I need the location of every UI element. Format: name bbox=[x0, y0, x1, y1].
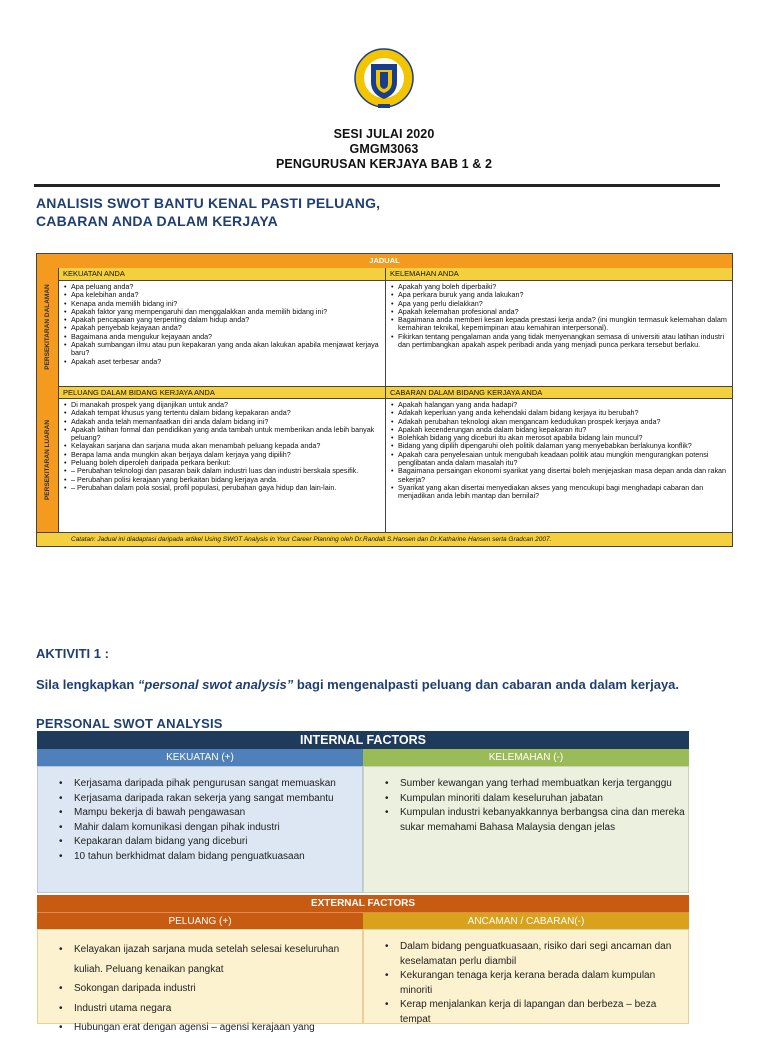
subject-title: PENGURUSAN KERJAYA BAB 1 & 2 bbox=[275, 157, 493, 171]
kekuatan-label: KEKUATAN ANDA bbox=[59, 268, 385, 281]
list-item: • Apakah kecenderungan anda dalam bidang kepakaran itu? bbox=[398, 426, 728, 434]
ancaman-header: ANCAMAN / CABARAN(-) bbox=[363, 912, 689, 929]
list-item: • Mahir dalam komunikasi dengan pihak industri bbox=[74, 821, 362, 836]
list-item: • Kerjasama daripada rakan sekerja yang sangat membantu bbox=[74, 792, 362, 807]
kekuatan-cell bbox=[59, 281, 385, 386]
list-item: • Peluang boleh diperoleh daripada perkara berikut: bbox=[71, 459, 381, 467]
peluang-header: PELUANG (+) bbox=[37, 912, 363, 929]
peluang-cell bbox=[59, 399, 385, 533]
article-title-line1: ANALISIS SWOT BANTU KENAL PASTI PELUANG, bbox=[36, 195, 381, 211]
list-item: • Hubungan erat dengan agensi – agensi kerajaan yang bbox=[74, 1018, 362, 1038]
session-label: SESI JULAI 2020 bbox=[333, 127, 435, 141]
list-item: • Bagaimana anda mengukur kejayaan anda? bbox=[71, 333, 381, 341]
list-item: • Apakah aset terbesar anda? bbox=[71, 358, 381, 366]
personal-swot-heading: PERSONAL SWOT ANALYSIS bbox=[36, 716, 223, 731]
list-item: • Apakah halangan yang anda hadapi? bbox=[398, 401, 728, 409]
external-factors-header: EXTERNAL FACTORS bbox=[37, 895, 689, 912]
list-item: • Bagaimana persaingan ekonomi syarikat yang disertai boleh menjejaskan masa depan anda dan rakan sekerja? bbox=[398, 467, 728, 484]
list-item: • Kelayakan sarjana dan sarjana muda akan menambah peluang kepada anda? bbox=[71, 442, 381, 450]
internal-factors-header: INTERNAL FACTORS bbox=[37, 731, 689, 749]
list-item: • Apakah latihan formal dan pendidikan yang anda tambah untuk memberikan anda lebih banyak peluang? bbox=[71, 426, 381, 443]
kekuatan-header: KEKUATAN (+) bbox=[37, 749, 363, 766]
cabaran-label: CABARAN DALAM BIDANG KERJAYA ANDA bbox=[386, 386, 732, 399]
list-item: • Apa perkara buruk yang anda lakukan? bbox=[398, 291, 728, 299]
list-item: • Fikirkan tentang pengalaman anda yang tidak menyenangkan semasa di universiti atau latihan industri dan pertimbangkan apakah aspek peribadi anda yang menjadi punca perkara tersebut berlaku. bbox=[398, 333, 728, 350]
list-item: • Apakah cara penyelesaian untuk mengubah keadaan politik atau mungkin mengurangkan potensi penglibatan anda dalam masalah itu? bbox=[398, 451, 728, 468]
cabaran-cell bbox=[386, 399, 732, 533]
ancaman-cell bbox=[363, 929, 689, 1024]
list-item: • Kelayakan ijazah sarjana muda setelah selesai keseluruhan kuliah. Peluang kenaikan pangkat bbox=[74, 940, 362, 979]
table-band: JADUAL bbox=[37, 254, 732, 268]
list-item: • Kepakaran dalam bidang yang diceburi bbox=[74, 835, 362, 850]
university-logo bbox=[354, 42, 414, 122]
list-item: • Bolehkah bidang yang diceburi itu akan merosot apabila bidang lain muncul? bbox=[398, 434, 728, 442]
list-item: • Apakah penyebab kejayaan anda? bbox=[71, 324, 381, 332]
list-item: • Apakah yang boleh diperbaiki? bbox=[398, 283, 728, 291]
list-item: • Industri utama negara bbox=[74, 999, 362, 1019]
list-item: • Kumpulan industri kebanyakkannya berbangsa cina dan mereka sukar memahami Bahasa Malaysia dengan jelas bbox=[400, 806, 688, 835]
list-item: • Adakah tempat khusus yang tertentu dalam bidang kepakaran anda? bbox=[71, 409, 381, 417]
personal-swot-table bbox=[37, 731, 689, 1033]
list-item: • Kenapa anda memilih bidang ini? bbox=[71, 300, 381, 308]
kelemahan-header: KELEMAHAN (-) bbox=[363, 749, 689, 766]
article-title-line2: CABARAN ANDA DALAM KERJAYA bbox=[36, 213, 278, 229]
divider bbox=[385, 268, 386, 533]
list-item: • – Perubahan polisi kerajaan yang berkaitan bidang kerjaya anda. bbox=[71, 476, 381, 484]
list-item: • Kekurangan tenaga kerja kerana berada dalam kumpulan minoriti bbox=[400, 969, 688, 998]
list-item: • Bagaimana anda memberi kesan kepada prestasi kerja anda? (ini mungkin termasuk kelemahan dalam kemahiran teknikal, kepemimpinan atau kemahiran interpersonal). bbox=[398, 316, 728, 333]
kelemahan-cell bbox=[363, 766, 689, 893]
swot-reference-table bbox=[36, 253, 733, 547]
kelemahan-label: KELEMAHAN ANDA bbox=[386, 268, 732, 281]
activity-instruction: Sila lengkapkan “personal swot analysis” bagi mengenalpasti peluang dan cabaran anda dalam kerjaya. bbox=[36, 677, 680, 692]
peluang-cell bbox=[37, 929, 363, 1033]
list-item: • Apakah faktor yang mempengaruhi dan menggalakkan anda memilih bidang ini? bbox=[71, 308, 381, 316]
list-item: • Sokongan daripada industri bbox=[74, 979, 362, 999]
list-item: • Adakah keperluan yang anda kehendaki dalam bidang kerjaya itu berubah? bbox=[398, 409, 728, 417]
list-item: • Apa yang perlu dielakkan? bbox=[398, 300, 728, 308]
course-code: GMGM3063 bbox=[349, 142, 419, 156]
list-item: • – Perubahan dalam pola sosial, profil populasi, perubahan gaya hidup dan lain-lain. bbox=[71, 484, 381, 492]
kekuatan-cell bbox=[37, 766, 363, 893]
list-item: • Sumber kewangan yang terhad membuatkan kerja terganggu bbox=[400, 777, 688, 792]
list-item: • Mampu bekerja di bawah pengawasan bbox=[74, 806, 362, 821]
peluang-label: PELUANG DALAM BIDANG KERJAYA ANDA bbox=[59, 386, 385, 399]
list-item: • Apa kelebihan anda? bbox=[71, 291, 381, 299]
header-rule bbox=[34, 184, 720, 187]
activity-heading: AKTIVITI 1 : bbox=[36, 646, 109, 661]
list-item: • Adakah perubahan teknologi akan mengancam kedudukan prospek kerjaya anda? bbox=[398, 418, 728, 426]
list-item: • – Perubahan teknologi dan pasaran baik dalam industri luas dan industri berskala spesifik. bbox=[71, 467, 381, 475]
list-item: • Di manakah prospek yang dijanjikan untuk anda? bbox=[71, 401, 381, 409]
kelemahan-cell bbox=[386, 281, 732, 386]
list-item: • Kumpulan minoriti dalam keseluruhan jabatan bbox=[400, 792, 688, 807]
list-item: • Berapa lama anda mungkin akan berjaya dalam kerjaya yang dipilih? bbox=[71, 451, 381, 459]
list-item: • Apakah pencapaian yang terpenting dalam hidup anda? bbox=[71, 316, 381, 324]
list-item: • Apa peluang anda? bbox=[71, 283, 381, 291]
list-item: • 10 tahun berkhidmat dalam bidang penguatkuasaan bbox=[74, 850, 362, 865]
list-item: • Kerap menjalankan kerja di lapangan dan berbeza – beza tempat bbox=[400, 998, 688, 1027]
table-note: Catatan: Jadual ini diadaptasi daripada artikel Using SWOT Analysis in Your Career Planning oleh Dr.Randall S.Hansen dan Dr.Katharine Hansen serta Gradcan 2007. bbox=[37, 532, 732, 546]
list-item: • Syarikat yang akan disertai menyediakan akses yang mencukupi bagi menghadapi cabaran dan menjadikan anda lebih mantap dan bernilai? bbox=[398, 484, 728, 501]
list-item: • Bidang yang dipilih dipengaruhi oleh politik dalaman yang menyebabkan berlakunya konflik? bbox=[398, 442, 728, 450]
side-external: PERSEKITARAN LUARAN bbox=[37, 386, 59, 533]
list-item: • Dalam bidang penguatkuasaan, risiko dari segi ancaman dan keselamatan perlu diambil bbox=[400, 940, 688, 969]
list-item: • Kerjasama daripada pihak pengurusan sangat memuaskan bbox=[74, 777, 362, 792]
list-item: • Apakah sumbangan ilmu atau pun kepakaran yang anda akan lakukan apabila menjawat kerjaya baru? bbox=[71, 341, 381, 358]
list-item: • Adakah anda telah memanfaatkan diri anda dalam bidang ini? bbox=[71, 418, 381, 426]
side-internal: PERSEKITARAN DALAMAN bbox=[37, 268, 59, 386]
list-item: • Apakah kelemahan profesional anda? bbox=[398, 308, 728, 316]
